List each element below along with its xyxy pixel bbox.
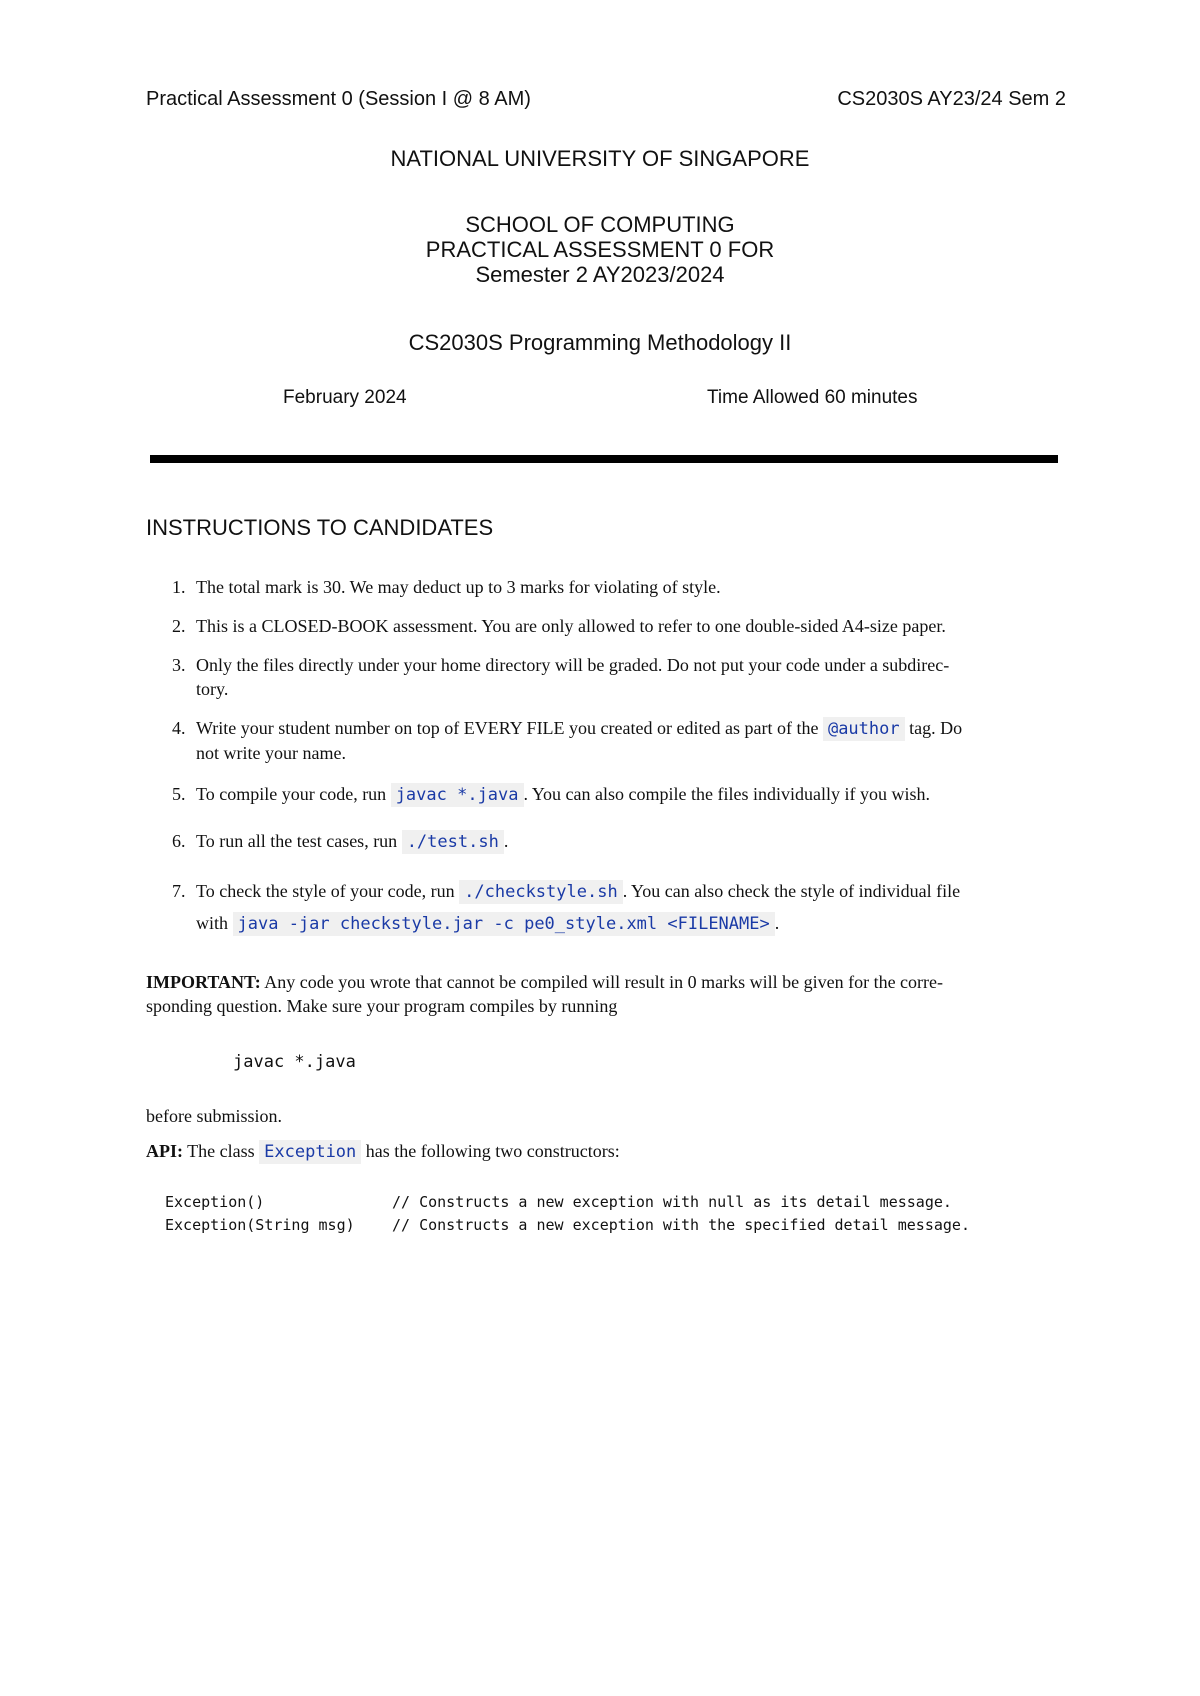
school-name: SCHOOL OF COMPUTING	[465, 212, 735, 237]
code-snippet: javac *.java	[391, 783, 524, 807]
constructor-list	[165, 1191, 970, 1237]
time-allowed: Time Allowed 60 minutes	[707, 387, 918, 408]
assessment-title: PRACTICAL ASSESSMENT 0 FOR	[425, 237, 775, 262]
constructor-signature: Exception(String msg)	[165, 1216, 355, 1234]
compile-command: javac *.java	[233, 1052, 356, 1072]
code-snippet: ./checkstyle.sh	[459, 880, 623, 904]
semester-label: Semester 2 AY2023/2024	[475, 262, 725, 287]
constructor-comment: // Constructs a new exception with null as its detail message.	[392, 1193, 952, 1211]
list-item: 4. Write your student number on top of EVERY FILE you created or edited as part of the @author tag. Do not write your name.	[172, 718, 963, 763]
instructions-list	[146, 575, 1066, 940]
list-item: 5. To compile your code, run javac *.java . You can also compile the files individually if you wish.	[172, 784, 930, 805]
course-title: CS2030S Programming Methodology II	[408, 330, 792, 355]
important-label: IMPORTANT:	[146, 972, 261, 992]
before-submission-text: before submission.	[146, 1106, 282, 1126]
title-block	[0, 212, 1200, 287]
important-note: IMPORTANT: Any code you wrote that cannot be compiled will result in 0 marks will be given for the corre- sponding question. Make sure your program compiles by running	[146, 972, 944, 1016]
code-snippet: ./test.sh	[402, 830, 504, 854]
list-item: 3. Only the files directly under your home directory will be graded. Do not put your code under a subdirec- tory.	[172, 655, 950, 699]
api-label: API:	[146, 1141, 183, 1161]
list-item: 6. To run all the test cases, run ./test.sh .	[172, 831, 509, 852]
constructor-comment: // Constructs a new exception with the specified detail message.	[392, 1216, 970, 1234]
code-snippet: @author	[823, 717, 905, 741]
code-snippet: java -jar checkstyle.jar -c pe0_style.xml <FILENAME>	[233, 912, 775, 936]
constructor-row	[165, 1214, 970, 1237]
university-name: NATIONAL UNIVERSITY OF SINGAPORE	[390, 146, 810, 171]
list-item: 2. This is a CLOSED-BOOK assessment. You are only allowed to refer to one double-sided A4-size paper.	[172, 616, 946, 636]
code-snippet: Exception	[259, 1140, 361, 1164]
constructor-signature: Exception()	[165, 1193, 265, 1211]
list-item: 1. The total mark is 30. We may deduct up to 3 marks for violating of style.	[172, 577, 721, 597]
instructions-heading: INSTRUCTIONS TO CANDIDATES	[146, 515, 494, 540]
horizontal-rule	[150, 455, 1058, 463]
running-header-left: Practical Assessment 0 (Session I @ 8 AM)	[146, 88, 531, 110]
running-header-right: CS2030S AY23/24 Sem 2	[837, 88, 1066, 110]
api-note: API: The class Exception has the following two constructors:	[146, 1141, 620, 1162]
list-item: 7. To check the style of your code, run ./checkstyle.sh . You can also check the style of individual file with java -jar checkstyle.jar -c pe0_style.xml <FILENAME> .	[172, 881, 961, 934]
constructor-row	[165, 1191, 970, 1214]
exam-date: February 2024	[283, 387, 407, 408]
